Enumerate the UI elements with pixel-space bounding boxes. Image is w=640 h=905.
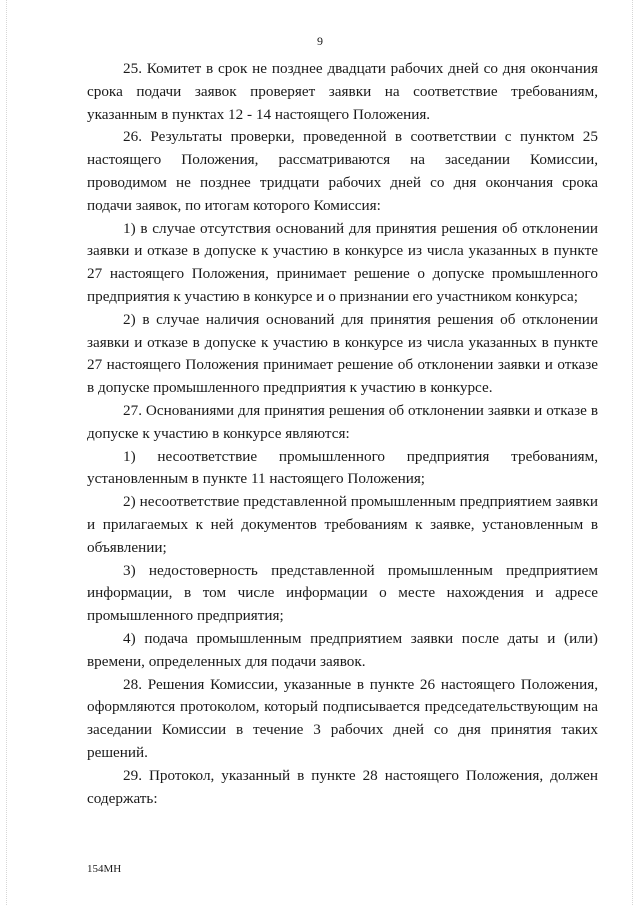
paragraph-29: 29. Протокол, указанный в пункте 28 настоящего Положения, должен содержать: [87, 766, 598, 807]
paragraph-27: 27. Основаниями для принятия решения об отклонении заявки и отказе в допуске к участию в конкурсе являются: [87, 401, 598, 442]
left-page-edge [6, 0, 7, 905]
page-number: 9 [317, 34, 323, 48]
paragraph-26-item-1: 1) в случае отсутствия оснований для принятия решения об отклонении заявки и отказе в допуске к участию в конкурсе из числа указанных в пункте 27 настоящего Положения, принимает решение о допуске промышленного предприятия к участию в конкурсе и о признании его участником конкурса; [87, 219, 598, 305]
paragraph-25: 25. Комитет в срок не позднее двадцати рабочих дней со дня окончания срока подачи заявок проверяет заявки на соответствие требованиям, указанным в пунктах 12 - 14 настоящего Положения. [87, 60, 598, 123]
paragraph-28: 28. Решения Комиссии, указанные в пункте 26 настоящего Положения, оформляются протоколом, который подписывается председательствующим на заседании Комиссии в течение 3 рабочих дней со дня принятия таких решений. [87, 675, 598, 761]
paragraph-27-item-4: 4) подача промышленным предприятием заявки после даты и (или) времени, определенных для подачи заявок. [87, 629, 598, 670]
document-code: 154МН [87, 863, 122, 875]
right-page-edge [632, 0, 633, 905]
paragraph-26: 26. Результаты проверки, проведенной в соответствии с пунктом 25 настоящего Положения, рассматриваются на заседании Комиссии, проводимом не позднее тридцати рабочих дней со дня окончания срока подачи заявок, по итогам которого Комиссия: [87, 128, 598, 214]
paragraph-27-item-2: 2) несоответствие представленной промышленным предприятием заявки и прилагаемых к ней документов требованиям к заявке, установленным в объявлении; [87, 493, 598, 556]
document-body [87, 58, 598, 810]
paragraph-27-item-3: 3) недостоверность представленной промышленным предприятием информации, в том числе информации о месте нахождения и адресе промышленного предприятия; [87, 561, 598, 625]
paragraph-27-item-1: 1) несоответствие промышленного предприятия требованиям, установленным в пункте 11 настоящего Положения; [87, 447, 598, 488]
paragraph-26-item-2: 2) в случае наличия оснований для принятия решения об отклонении заявки и отказе в допуске к участию в конкурсе из числа указанных в пункте 27 настоящего Положения принимает решение об отклонении заявки и отказе в допуске промышленного предприятия к участию в конкурсе. [87, 310, 598, 397]
